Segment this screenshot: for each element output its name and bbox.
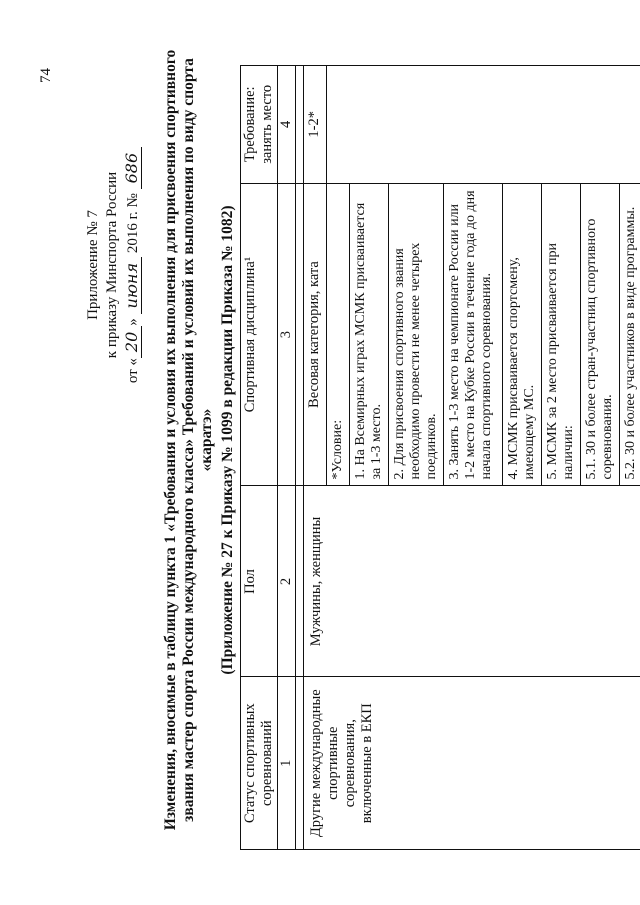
document-heading [162,15,237,865]
status-cell: Другие международные спортивные соревнования, включенные в ЕКП [304,677,640,850]
appendix-title: Приложение № 7 [85,210,101,320]
discipline-row [304,66,327,850]
condition-item: 1. На Всемирных играх МСМК присваивается за 1-3 место. [350,184,389,486]
header-status: Статус спортивных соревнований [241,677,278,850]
empty-place-cell [327,66,640,184]
col-number-3: 3 [278,183,296,486]
page-number: 74 [38,68,54,83]
col-number-2: 2 [278,486,296,677]
header-place: Требование: занять место [241,66,278,184]
condition-item: 5.1. 30 и более стран-участниц спортивного соревнования. [581,184,620,486]
gender-cell: Мужчины, женщины [304,486,640,677]
handwritten-number: 686 [122,147,142,190]
column-number-row [278,66,296,850]
place-cell: 1-2* [304,66,327,184]
col-number-4: 4 [278,66,296,184]
heading-line-1: Изменения, вносимые в таблицу пункта 1 «Требования и условия их выполнения для присвоения спортивного [162,49,179,831]
condition-item: 4. МСМК присваивается спортсмену, имеющему МС. [503,184,542,486]
conditions-cell [327,183,640,486]
condition-item: 5.2. 30 и более участников в виде программы. [623,206,638,480]
discipline-cell: Весовая категория, ката [304,183,327,486]
condition-item: 3. Занять 1-3 место на чемпионате России или 1-2 место на Кубке России в течение года до дня начала спортивного соревнования. [444,184,503,486]
header-row [241,66,278,850]
heading-line-4: (Приложение № 27 к Приказу № 1099 в редакции Приказа № 1082) [219,205,236,675]
handwritten-day: 20 [122,326,142,358]
header-gender: Пол [241,486,278,677]
col-number-1: 1 [278,677,296,850]
condition-item: 5. МСМК за 2 место присваивается при наличии: [542,184,581,486]
heading-line-3: «каратэ» [198,408,215,472]
handwritten-month: июня [122,257,142,315]
header-discipline: Спортивная дисциплина¹ [241,183,278,486]
appendix-block [84,105,143,425]
gap-row [296,66,304,850]
heading-line-2: звания мастер спорта России международного класса» Требований и условий их выполнения по виду спорта [180,58,197,822]
appendix-date: от «20» июня 2016 г. № 686 [122,105,143,425]
appendix-order: к приказу Минспорта России [104,171,120,359]
condition-header: *Условие: [327,184,350,486]
requirements-table [240,65,640,850]
condition-item: 2. Для присвоения спортивного звания необходимо провести не менее четырех поединков. [389,184,444,486]
